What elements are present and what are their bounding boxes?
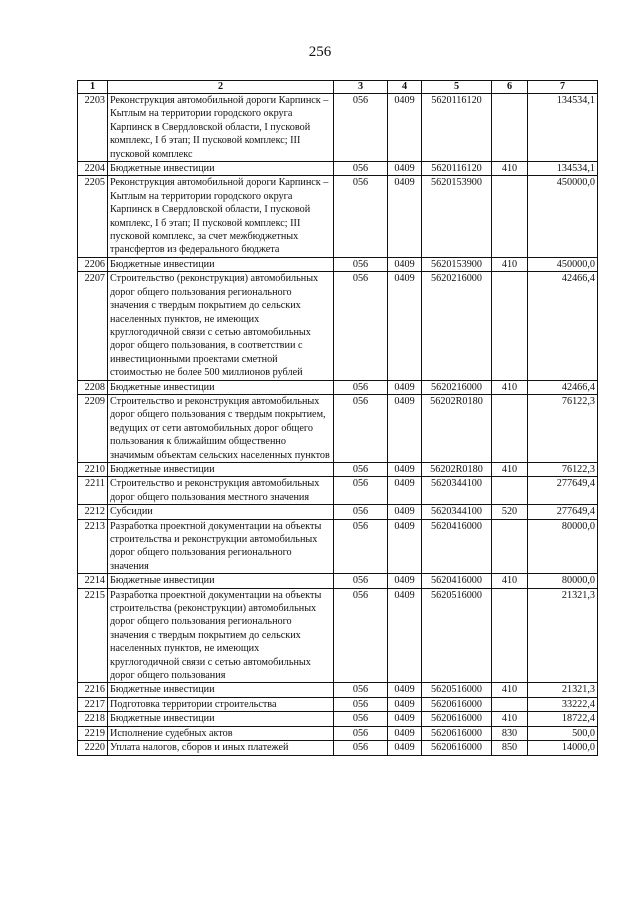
row-amount-cell: 76122,3	[528, 462, 598, 476]
row-amount-cell: 134534,1	[528, 94, 598, 162]
row-name-cell: Строительство и реконструкция автомобильных дорог общего пользования с твердым покрытием, ведущих от сети автомобильных дорог общего пользования к ближайшим общественно значимым объектам сельских населенных пунктов	[108, 394, 334, 462]
row-expense-type-cell: 410	[492, 162, 528, 176]
row-name-cell: Бюджетные инвестиции	[108, 683, 334, 697]
row-expense-type-cell	[492, 176, 528, 257]
row-number-cell: 2207	[78, 272, 108, 380]
row-number-cell: 2212	[78, 505, 108, 519]
table-row	[78, 697, 598, 711]
row-section-code-cell: 0409	[388, 588, 422, 683]
table-header-row	[78, 81, 598, 94]
row-expense-type-cell	[492, 697, 528, 711]
table-row	[78, 477, 598, 505]
row-section-code-cell: 0409	[388, 741, 422, 755]
row-section-code-cell: 0409	[388, 272, 422, 380]
row-number-cell: 2204	[78, 162, 108, 176]
row-target-article-cell: 5620216000	[422, 272, 492, 380]
table-row	[78, 462, 598, 476]
row-target-article-cell: 5620116120	[422, 94, 492, 162]
row-department-code-cell: 056	[334, 380, 388, 394]
row-section-code-cell: 0409	[388, 477, 422, 505]
row-section-code-cell: 0409	[388, 726, 422, 740]
row-department-code-cell: 056	[334, 574, 388, 588]
row-target-article-cell: 5620344100	[422, 477, 492, 505]
row-number-cell: 2209	[78, 394, 108, 462]
row-target-article-cell: 5620616000	[422, 697, 492, 711]
table-row	[78, 683, 598, 697]
table-row	[78, 162, 598, 176]
row-number-cell: 2210	[78, 462, 108, 476]
row-expense-type-cell: 830	[492, 726, 528, 740]
table-row	[78, 272, 598, 380]
row-department-code-cell: 056	[334, 741, 388, 755]
row-expense-type-cell	[492, 519, 528, 574]
row-name-cell: Уплата налогов, сборов и иных платежей	[108, 741, 334, 755]
row-section-code-cell: 0409	[388, 176, 422, 257]
row-name-cell: Разработка проектной документации на объекты строительства и реконструкции автомобильных дорог общего пользования регионального значения	[108, 519, 334, 574]
row-amount-cell: 450000,0	[528, 257, 598, 271]
row-name-cell: Реконструкция автомобильной дороги Карпинск – Кытлым на территории городского округа Карпинск в Свердловской области, I пусковой комплекс, I б этап; II пусковой комплекс; III пусковой комплекс	[108, 94, 334, 162]
row-section-code-cell: 0409	[388, 380, 422, 394]
row-section-code-cell: 0409	[388, 394, 422, 462]
row-expense-type-cell	[492, 477, 528, 505]
row-amount-cell: 21321,3	[528, 588, 598, 683]
table-body	[78, 94, 598, 756]
column-header: 1	[78, 81, 108, 94]
row-section-code-cell: 0409	[388, 519, 422, 574]
row-name-cell: Строительство (реконструкция) автомобильных дорог общего пользования регионального значения с твердым покрытием до сельских населенных пунктов, не имеющих круглогодичной связи с сетью автомобильных дорог общего пользования, в соответствии с инвестиционными проектами сметной стоимостью не более 500 миллионов рублей	[108, 272, 334, 380]
column-header: 2	[108, 81, 334, 94]
page-number: 256	[308, 44, 332, 60]
table-row	[78, 519, 598, 574]
row-expense-type-cell	[492, 394, 528, 462]
row-name-cell: Разработка проектной документации на объекты строительства (реконструкции) автомобильных дорог общего пользования регионального значения с твердым покрытием до сельских населенных пунктов, не имеющих круглогодичной связи с сетью автомобильных дорог общего пользования	[108, 588, 334, 683]
row-target-article-cell: 5620416000	[422, 574, 492, 588]
row-department-code-cell: 056	[334, 394, 388, 462]
row-amount-cell: 21321,3	[528, 683, 598, 697]
row-amount-cell: 500,0	[528, 726, 598, 740]
row-expense-type-cell: 410	[492, 462, 528, 476]
row-department-code-cell: 056	[334, 726, 388, 740]
row-section-code-cell: 0409	[388, 94, 422, 162]
row-amount-cell: 33222,4	[528, 697, 598, 711]
row-number-cell: 2217	[78, 697, 108, 711]
row-section-code-cell: 0409	[388, 462, 422, 476]
row-expense-type-cell	[492, 588, 528, 683]
row-department-code-cell: 056	[334, 94, 388, 162]
row-department-code-cell: 056	[334, 712, 388, 726]
row-department-code-cell: 056	[334, 588, 388, 683]
column-header: 5	[422, 81, 492, 94]
row-section-code-cell: 0409	[388, 257, 422, 271]
row-amount-cell: 42466,4	[528, 272, 598, 380]
row-expense-type-cell	[492, 272, 528, 380]
row-department-code-cell: 056	[334, 462, 388, 476]
row-amount-cell: 134534,1	[528, 162, 598, 176]
row-department-code-cell: 056	[334, 477, 388, 505]
row-target-article-cell: 5620516000	[422, 588, 492, 683]
row-amount-cell: 277649,4	[528, 505, 598, 519]
row-expense-type-cell: 410	[492, 574, 528, 588]
row-amount-cell: 277649,4	[528, 477, 598, 505]
row-target-article-cell: 5620116120	[422, 162, 492, 176]
row-expense-type-cell: 410	[492, 683, 528, 697]
row-target-article-cell: 5620416000	[422, 519, 492, 574]
row-amount-cell: 80000,0	[528, 519, 598, 574]
row-amount-cell: 18722,4	[528, 712, 598, 726]
column-header: 7	[528, 81, 598, 94]
row-target-article-cell: 5620616000	[422, 741, 492, 755]
row-name-cell: Строительство и реконструкция автомобильных дорог общего пользования местного значения	[108, 477, 334, 505]
row-number-cell: 2208	[78, 380, 108, 394]
row-section-code-cell: 0409	[388, 574, 422, 588]
row-section-code-cell: 0409	[388, 683, 422, 697]
table-row	[78, 726, 598, 740]
row-target-article-cell: 56202R0180	[422, 394, 492, 462]
row-department-code-cell: 056	[334, 683, 388, 697]
row-section-code-cell: 0409	[388, 697, 422, 711]
row-department-code-cell: 056	[334, 162, 388, 176]
row-department-code-cell: 056	[334, 272, 388, 380]
row-number-cell: 2214	[78, 574, 108, 588]
table-row	[78, 588, 598, 683]
row-number-cell: 2206	[78, 257, 108, 271]
table-row	[78, 741, 598, 755]
row-number-cell: 2213	[78, 519, 108, 574]
row-department-code-cell: 056	[334, 697, 388, 711]
row-expense-type-cell: 410	[492, 257, 528, 271]
row-target-article-cell: 5620153900	[422, 257, 492, 271]
column-header: 4	[388, 81, 422, 94]
row-name-cell: Реконструкция автомобильной дороги Карпинск – Кытлым на территории городского округа Карпинск в Свердловской области, I пусковой комплекс, I б этап; II пусковой комплекс; III пусковой комплекс, за счет межбюджетных трансфертов из федерального бюджета	[108, 176, 334, 257]
row-target-article-cell: 56202R0180	[422, 462, 492, 476]
row-section-code-cell: 0409	[388, 162, 422, 176]
row-target-article-cell: 5620216000	[422, 380, 492, 394]
column-header: 3	[334, 81, 388, 94]
row-name-cell: Исполнение судебных актов	[108, 726, 334, 740]
row-name-cell: Субсидии	[108, 505, 334, 519]
column-header: 6	[492, 81, 528, 94]
row-section-code-cell: 0409	[388, 505, 422, 519]
row-name-cell: Бюджетные инвестиции	[108, 257, 334, 271]
row-amount-cell: 450000,0	[528, 176, 598, 257]
row-number-cell: 2211	[78, 477, 108, 505]
table-row	[78, 94, 598, 162]
row-target-article-cell: 5620516000	[422, 683, 492, 697]
row-target-article-cell: 5620616000	[422, 726, 492, 740]
row-expense-type-cell: 850	[492, 741, 528, 755]
row-amount-cell: 14000,0	[528, 741, 598, 755]
row-department-code-cell: 056	[334, 257, 388, 271]
row-expense-type-cell: 410	[492, 380, 528, 394]
table-row	[78, 574, 598, 588]
row-target-article-cell: 5620616000	[422, 712, 492, 726]
row-amount-cell: 42466,4	[528, 380, 598, 394]
table-row	[78, 712, 598, 726]
row-number-cell: 2203	[78, 94, 108, 162]
row-target-article-cell: 5620153900	[422, 176, 492, 257]
row-target-article-cell: 5620344100	[422, 505, 492, 519]
row-number-cell: 2216	[78, 683, 108, 697]
row-name-cell: Бюджетные инвестиции	[108, 574, 334, 588]
table-row	[78, 257, 598, 271]
row-number-cell: 2218	[78, 712, 108, 726]
table-row	[78, 380, 598, 394]
row-number-cell: 2219	[78, 726, 108, 740]
row-amount-cell: 80000,0	[528, 574, 598, 588]
row-section-code-cell: 0409	[388, 712, 422, 726]
row-name-cell: Подготовка территории строительства	[108, 697, 334, 711]
row-department-code-cell: 056	[334, 176, 388, 257]
row-number-cell: 2205	[78, 176, 108, 257]
row-expense-type-cell	[492, 94, 528, 162]
row-number-cell: 2220	[78, 741, 108, 755]
row-expense-type-cell: 520	[492, 505, 528, 519]
table-row	[78, 176, 598, 257]
row-name-cell: Бюджетные инвестиции	[108, 712, 334, 726]
budget-table	[77, 80, 598, 756]
row-department-code-cell: 056	[334, 505, 388, 519]
row-expense-type-cell: 410	[492, 712, 528, 726]
row-amount-cell: 76122,3	[528, 394, 598, 462]
row-name-cell: Бюджетные инвестиции	[108, 380, 334, 394]
table-row	[78, 505, 598, 519]
table-row	[78, 394, 598, 462]
row-name-cell: Бюджетные инвестиции	[108, 462, 334, 476]
row-name-cell: Бюджетные инвестиции	[108, 162, 334, 176]
row-department-code-cell: 056	[334, 519, 388, 574]
row-number-cell: 2215	[78, 588, 108, 683]
